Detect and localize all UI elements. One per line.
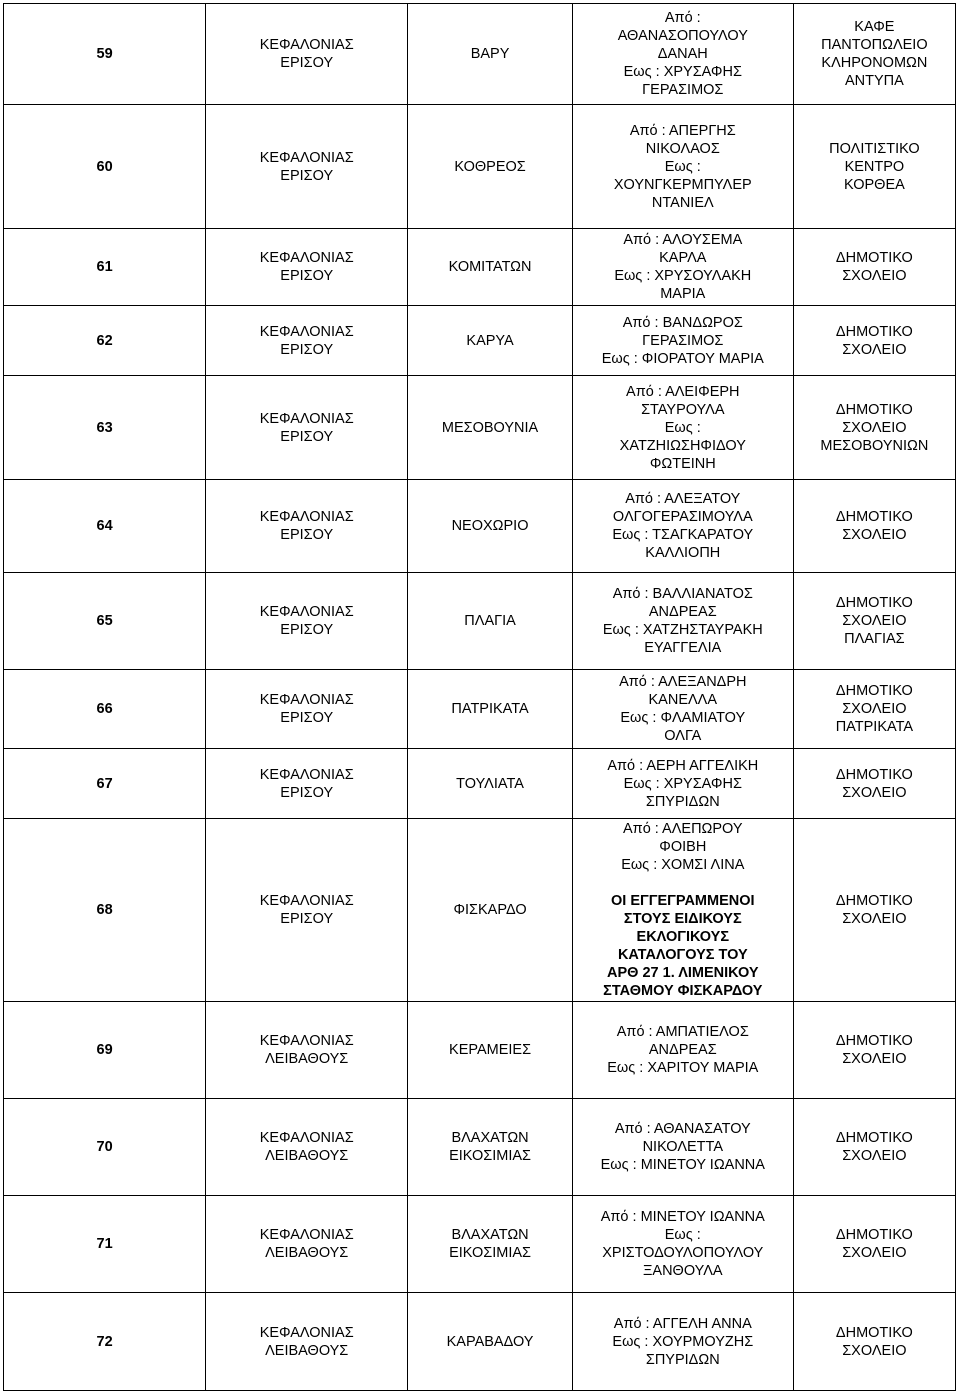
voter-range-line: ΔΑΝΑΗ [657,46,708,62]
locality-line: ΕΙΚΟΣΙΜΙΑΣ [449,1245,532,1261]
voter-range-line: ΚΑΛΛΙΟΠΗ [645,545,721,561]
voter-range-line: ΣΠΥΡΙΔΩΝ [645,1351,720,1368]
voter-range-line: Από : ΒΑΝΔΩΡΟΣ [622,314,743,331]
locality-line: ΚΟΘΡΕΟΣ [454,158,526,175]
voter-range-line: Εως : [664,158,701,175]
region-line: ΚΕΦΑΛΟΝΙΑΣ [259,509,354,525]
voter-range-line: Από : ΑΛΕΠΩΡΟΥ [623,821,743,837]
region-line: ΛΕΙΒΑΘΟΥΣ [265,1148,349,1164]
voter-range-cell [572,749,793,819]
locality-line: ΠΑΤΡΙΚΑΤΑ [451,701,529,717]
voter-range-line: Εως : ΧΟΜΣΙ ΛΙΝΑ [621,857,745,873]
venue-line: ΣΧΟΛΕΙΟ [842,613,907,629]
row-number: 72 [4,1293,206,1391]
venue-line: ΣΧΟΛΕΙΟ [842,419,907,436]
venue-line: ΠΛΑΓΙΑΣ [844,631,905,647]
voter-range-cell [572,376,793,480]
voter-range-line: Εως : ΧΟΥΡΜΟΥΖΗΣ [612,1333,754,1350]
table-row [4,749,956,819]
special-note-line: ΑΡΘ 27 1. ΛΙΜΕΝΙΚΟΥ [607,965,759,981]
voter-range-line: Από : ΑΘΑΝΑΣΑΤΟΥ [614,1121,751,1137]
locality-cell [408,105,573,229]
voter-range-line: ΚΑΡΛΑ [659,250,707,266]
special-note-line: ΚΑΤΑΛΟΓΟΥΣ ΤΟΥ [617,947,748,963]
voter-range-line: Από : ΒΑΛΛΙΑΝΑΤΟΣ [612,586,753,602]
row-number: 59 [4,4,206,105]
locality-line: ΒΛΑΧΑΤΩΝ [451,1130,529,1146]
region-cell [206,819,408,1002]
region-line: ΕΡΙΣΟΥ [280,167,334,184]
voter-range-line: ΣΠΥΡΙΔΩΝ [645,793,720,810]
locality-line: ΦΙΣΚΑΡΔΟ [453,902,527,918]
table-row [4,306,956,376]
region-line: ΕΡΙΣΟΥ [280,784,334,801]
voter-range-line: ΟΛΓΟΓΕΡΑΣΙΜΟΥΛΑ [612,509,753,525]
venue-line: ΠΟΛΙΤΙΣΤΙΚΟ [829,140,920,157]
venue-line: ΠΑΤΡΙΚΑΤΑ [835,719,914,735]
region-cell [206,480,408,573]
locality-cell [408,1099,573,1196]
voter-range-cell [572,1002,793,1099]
venue-cell [793,819,955,1002]
voter-range-cell [572,4,793,105]
locality-cell [408,1002,573,1099]
region-line: ΕΡΙΣΟΥ [280,710,334,726]
voter-range-line: ΑΝΔΡΕΑΣ [648,1042,717,1058]
region-cell [206,105,408,229]
voter-range-line: ΧΑΤΖΗΙΩΣΗΦΙΔΟΥ [619,437,746,454]
voter-range-line: Εως : ΧΡΥΣΑΦΗΣ [623,64,742,80]
locality-cell [408,573,573,670]
venue-line: ΔΗΜΟΤΙΚΟ [835,893,913,909]
venue-line: ΔΗΜΟΤΙΚΟ [835,595,913,611]
region-cell [206,1099,408,1196]
region-cell [206,1293,408,1391]
voter-range-line: Από : ΑΛΕΞΑΤΟΥ [625,491,741,507]
voter-range-line: ΟΛΓΑ [664,728,702,744]
locality-line: ΝΕΟΧΩΡΙΟ [451,518,529,534]
venue-line: ΣΧΟΛΕΙΟ [842,1342,907,1359]
locality-cell [408,819,573,1002]
region-line: ΛΕΙΒΑΘΟΥΣ [265,1342,349,1359]
voter-range-cell [572,306,793,376]
locality-line: ΚΕΡΑΜΕΙΕΣ [449,1042,532,1058]
locality-cell [408,749,573,819]
venue-line: ΔΗΜΟΤΙΚΟ [835,1227,913,1243]
voter-range-cell [572,1099,793,1196]
venue-cell [793,1196,955,1293]
voter-range-line: ΦΩΤΕΙΝΗ [649,455,716,472]
locality-cell [408,1196,573,1293]
venue-line: ΔΗΜΟΤΙΚΟ [835,683,913,699]
table-row [4,1293,956,1391]
row-number: 68 [4,819,206,1002]
region-line: ΚΕΦΑΛΟΝΙΑΣ [259,1324,354,1341]
venue-line: ΣΧΟΛΕΙΟ [842,1148,907,1164]
region-line: ΚΕΦΑΛΟΝΙΑΣ [259,37,354,53]
table-body [4,4,956,1391]
voter-range-line: Από : ΑΛΟΥΣΕΜΑ [623,232,743,248]
voter-range-cell [572,480,793,573]
locality-line: ΤΟΥΛΙΑΤΑ [456,775,524,792]
voter-range-line: Εως : [664,1227,701,1243]
venue-cell [793,1293,955,1391]
venue-line: ΣΧΟΛΕΙΟ [842,1051,907,1067]
venue-line: ΣΧΟΛΕΙΟ [842,1245,907,1261]
locality-line: ΚΟΜΙΤΑΤΩΝ [448,259,532,275]
voter-range-line: Εως : [664,419,701,436]
venue-line: ΣΧΟΛΕΙΟ [842,701,907,717]
voter-range-line: Εως : ΦΙΟΡΑΤΟΥ ΜΑΡΙΑ [601,350,764,367]
locality-line: ΒΛΑΧΑΤΩΝ [451,1227,529,1243]
special-note-line: ΣΤΑΘΜΟΥ ΦΙΣΚΑΡΔΟΥ [603,983,763,999]
venue-cell [793,749,955,819]
region-cell [206,376,408,480]
venue-line: ΣΧΟΛΕΙΟ [842,784,907,801]
row-number: 69 [4,1002,206,1099]
row-number: 65 [4,573,206,670]
region-line: ΚΕΦΑΛΟΝΙΑΣ [259,893,354,909]
voter-range-line: Από : ΑΕΡΗ ΑΓΓΕΛΙΚΗ [607,757,759,774]
venue-cell [793,4,955,105]
voter-range-cell [572,105,793,229]
voter-range-line: ΑΘΑΝΑΣΟΠΟΥΛΟΥ [617,28,748,44]
voter-range-line: Εως : ΦΛΑΜΙΑΤΟΥ [620,710,746,726]
locality-line: ΜΕΣΟΒΟΥΝΙΑ [441,419,539,436]
region-line: ΚΕΦΑΛΟΝΙΑΣ [259,604,354,620]
voter-range-line: ΞΑΝΘΟΥΛΑ [642,1263,723,1279]
venue-line: ΣΧΟΛΕΙΟ [842,341,907,358]
venue-line: ΚΕΝΤΡΟ [844,158,905,175]
region-line: ΚΕΦΑΛΟΝΙΑΣ [259,250,354,266]
venue-cell [793,1099,955,1196]
region-line: ΚΕΦΑΛΟΝΙΑΣ [259,766,354,783]
locality-cell [408,1293,573,1391]
voter-range-cell [572,573,793,670]
special-note [577,892,789,1000]
row-number: 60 [4,105,206,229]
table-row [4,819,956,1002]
voter-range-line: Εως : ΜΙΝΕΤΟΥ ΙΩΑΝΝΑ [600,1157,765,1173]
locality-cell [408,670,573,749]
voter-range-line: ΑΝΔΡΕΑΣ [648,604,717,620]
voter-range-cell [572,1196,793,1293]
voter-range-line: ΚΑΝΕΛΛΑ [648,692,718,708]
table-row [4,670,956,749]
table-row [4,1099,956,1196]
region-line: ΕΡΙΣΟΥ [280,55,334,71]
voter-range-line: ΧΡΙΣΤΟΔΟΥΛΟΠΟΥΛΟΥ [602,1245,764,1261]
region-line: ΚΕΦΑΛΟΝΙΑΣ [259,692,354,708]
venue-line: ΣΧΟΛΕΙΟ [842,268,907,284]
region-line: ΕΡΙΣΟΥ [280,341,334,358]
special-note-line: ΕΚΛΟΓΙΚΟΥΣ [636,929,730,945]
row-number: 70 [4,1099,206,1196]
venue-line: ΜΕΣΟΒΟΥΝΙΩΝ [820,437,929,454]
venue-cell [793,480,955,573]
region-cell [206,229,408,306]
voter-range-line: Εως : ΧΡΥΣΑΦΗΣ [623,775,742,792]
venue-line: ΔΗΜΟΤΙΚΟ [835,766,913,783]
voter-range-line: Από : ΑΛΕΙΦΕΡΗ [626,383,740,400]
venue-cell [793,229,955,306]
voter-range-line: ΕΥΑΓΓΕΛΙΑ [644,640,722,656]
venue-cell [793,376,955,480]
region-line: ΕΡΙΣΟΥ [280,268,334,284]
voter-range-line: ΝΙΚΟΛΕΤΤΑ [642,1139,723,1155]
region-line: ΕΡΙΣΟΥ [280,527,334,543]
voter-range-line: Εως : ΧΡΥΣΟΥΛΑΚΗ [614,268,752,284]
region-line: ΚΕΦΑΛΟΝΙΑΣ [259,1227,354,1243]
row-number: 67 [4,749,206,819]
locality-line: ΕΙΚΟΣΙΜΙΑΣ [449,1148,532,1164]
region-line: ΛΕΙΒΑΘΟΥΣ [265,1051,349,1067]
voter-range-cell [572,819,793,1002]
locality-cell [408,229,573,306]
row-number: 62 [4,306,206,376]
table-row [4,573,956,670]
region-cell [206,573,408,670]
venue-cell [793,573,955,670]
venue-line: ΚΟΡΘΕΑ [843,176,905,193]
venue-line: ΔΗΜΟΤΙΚΟ [835,323,913,340]
voter-range-line: ΜΑΡΙΑ [660,286,706,302]
voter-range-line: Από : ΑΠΕΡΓΗΣ [629,122,736,139]
voter-range-line: Από : ΑΓΓΕΛΗ ΑΝΝΑ [613,1315,752,1332]
special-note-line: ΟΙ ΕΓΓΕΓΡΑΜΜΕΝΟΙ [611,893,755,909]
spacer [577,874,789,892]
special-note-line: ΣΤΟΥΣ ΕΙΔΙΚΟΥΣ [623,911,742,927]
voter-range-line: Από : ΜΙΝΕΤΟΥ ΙΩΑΝΝΑ [600,1209,765,1225]
venue-line: ΔΗΜΟΤΙΚΟ [835,509,913,525]
voter-range-line: ΓΕΡΑΣΙΜΟΣ [642,332,724,349]
row-number: 64 [4,480,206,573]
locality-cell [408,376,573,480]
row-number: 71 [4,1196,206,1293]
venue-cell [793,105,955,229]
row-number: 66 [4,670,206,749]
locality-line: ΚΑΡΑΒΑΔΟΥ [446,1333,534,1350]
venue-line: ΔΗΜΟΤΙΚΟ [835,1324,913,1341]
region-line: ΚΕΦΑΛΟΝΙΑΣ [259,410,354,427]
voter-range-cell [572,1293,793,1391]
voter-range-line: Εως : ΧΑΤΖΗΣΤΑΥΡΑΚΗ [602,622,763,638]
table-row [4,480,956,573]
region-cell [206,749,408,819]
voter-range-line: Από : ΑΛΕΞΑΝΔΡΗ [619,674,747,690]
locality-cell [408,480,573,573]
locality-line: ΚΑΡΥΑ [466,332,514,349]
venue-line: ΔΗΜΟΤΙΚΟ [835,1033,913,1049]
venue-line: ΚΛΗΡΟΝΟΜΩΝ [821,55,928,71]
voter-range-line: ΝΤΑΝΙΕΛ [651,194,714,211]
table-row [4,376,956,480]
voter-range-line: Από : ΑΜΠΑΤΙΕΛΟΣ [616,1024,749,1040]
region-cell [206,670,408,749]
region-cell [206,306,408,376]
table-row [4,1196,956,1293]
region-line: ΛΕΙΒΑΘΟΥΣ [265,1245,349,1261]
locality-cell [408,306,573,376]
locality-line: ΠΛΑΓΙΑ [464,613,516,629]
region-cell [206,1002,408,1099]
region-line: ΚΕΦΑΛΟΝΙΑΣ [259,1130,354,1146]
region-line: ΕΡΙΣΟΥ [280,622,334,638]
voter-range-cell [572,229,793,306]
venue-line: ΣΧΟΛΕΙΟ [842,527,907,543]
table-row [4,229,956,306]
region-line: ΕΡΙΣΟΥ [280,428,334,445]
table-row [4,4,956,105]
voter-range-line: ΓΕΡΑΣΙΜΟΣ [642,82,724,98]
venue-line: ΔΗΜΟΤΙΚΟ [835,1130,913,1146]
voter-range-line: ΧΟΥΝΓΚΕΡΜΠΥΛΕΡ [613,176,752,193]
venue-cell [793,1002,955,1099]
locality-cell [408,4,573,105]
row-number: 63 [4,376,206,480]
venue-line: ΠΑΝΤΟΠΩΛΕΙΟ [821,37,928,53]
polling-stations-table [3,3,956,1391]
voter-range-line: Εως : ΤΣΑΓΚΑΡΑΤΟΥ [612,527,754,543]
venue-line: ΔΗΜΟΤΙΚΟ [835,401,913,418]
region-cell [206,1196,408,1293]
table-row [4,105,956,229]
region-cell [206,4,408,105]
voter-range-cell [572,670,793,749]
voter-range-line: ΦΟΙΒΗ [659,839,707,855]
venue-line: ΑΝΤΥΠΑ [844,73,904,89]
venue-line: ΚΑΦΕ [854,19,895,35]
region-line: ΕΡΙΣΟΥ [280,911,334,927]
voter-range-line: ΣΤΑΥΡΟΥΛΑ [641,401,725,418]
locality-line: ΒΑΡΥ [470,46,510,62]
region-line: ΚΕΦΑΛΟΝΙΑΣ [259,1033,354,1049]
voter-range-line: ΝΙΚΟΛΑΟΣ [645,140,720,157]
table-row [4,1002,956,1099]
venue-line: ΔΗΜΟΤΙΚΟ [835,250,913,266]
row-number: 61 [4,229,206,306]
voter-range-line: Από : [664,10,701,26]
venue-cell [793,306,955,376]
region-line: ΚΕΦΑΛΟΝΙΑΣ [259,323,354,340]
venue-line: ΣΧΟΛΕΙΟ [842,911,907,927]
voter-range-line: Εως : ΧΑΡΙΤΟΥ ΜΑΡΙΑ [607,1060,759,1076]
venue-cell [793,670,955,749]
region-line: ΚΕΦΑΛΟΝΙΑΣ [259,149,354,166]
